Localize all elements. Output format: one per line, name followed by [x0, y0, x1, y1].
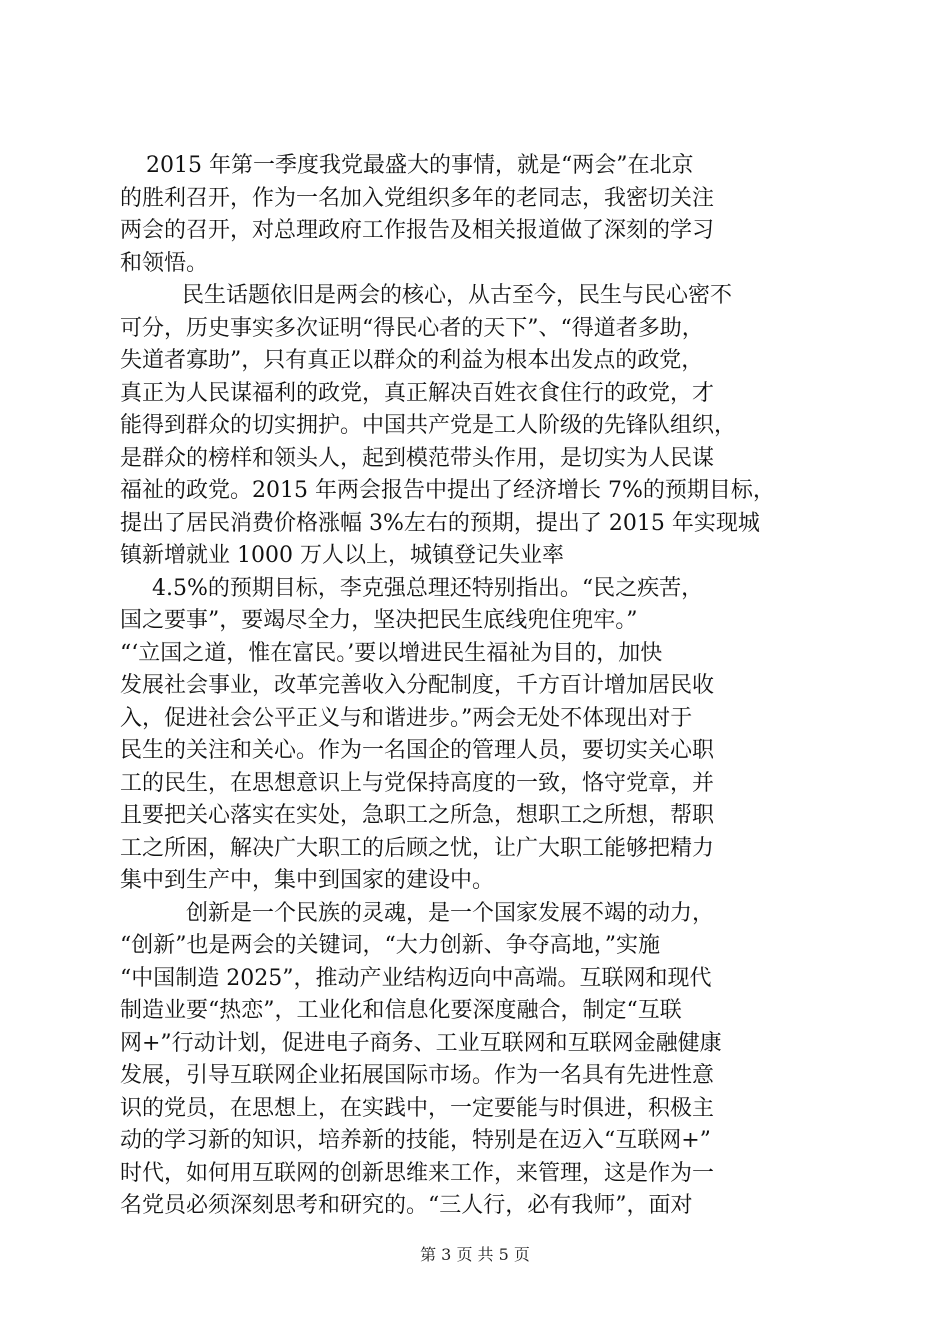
- text-line: 民生话题依旧是两会的核心，从古至今，民生与民心密不: [182, 283, 733, 308]
- document-body: [120, 150, 832, 1223]
- text-line: 可分，历史事实多次证明“得民心者的天下”、“得道者多助，: [120, 315, 704, 341]
- page-number-label: 第 3 页 共 5 页: [420, 1245, 530, 1264]
- text-line: “中国制造 2025”，推动产业结构迈向中高端。互联网和现代: [120, 965, 712, 991]
- text-line: 时代，如何用互联网的创新思维来工作，来管理，这是作为一: [120, 1160, 715, 1186]
- text-line: 镇新增就业 1000 万人以上，城镇登记失业率: [120, 543, 564, 568]
- text-line: 制造业要“热恋”，工业化和信息化要深度融合，制定“互联: [120, 998, 682, 1023]
- text-line: 福祉的政党。2015 年两会报告中提出了经济增长 7%的预期目标，: [120, 478, 775, 503]
- text-line: 2015 年第一季度我党最盛大的事情，就是“两会”在北京: [146, 153, 694, 178]
- text-line: 和领悟。: [120, 250, 209, 276]
- text-line: 集中到生产中，集中到国家的建设中。: [120, 868, 495, 893]
- text-line: 工之所困，解决广大职工的后顾之忧，让广大职工能够把精力: [120, 835, 715, 861]
- text-line: 真正为人民谋福利的政党，真正解决百姓衣食住行的政党，才: [120, 380, 715, 406]
- text-line: 名党员必须深刻思考和研究的。“三人行，必有我师”，面对: [120, 1193, 693, 1218]
- text-line: 网+”行动计划，促进电子商务、工业互联网和互联网金融健康: [120, 1030, 722, 1056]
- text-line: 发展社会事业，改革完善收入分配制度，千方百计增加居民收: [120, 673, 715, 698]
- text-line: 能得到群众的切实拥护。中国共产党是工人阶级的先锋队组织，: [120, 413, 737, 438]
- text-line: 的胜利召开，作为一名加入党组织多年的老同志，我密切关注: [120, 185, 715, 211]
- text-line: 民生的关注和关心。作为一名国企的管理人员，要切实关心职: [120, 738, 715, 763]
- text-line: 提出了居民消费价格涨幅 3%左右的预期，提出了 2015 年实现城: [120, 510, 760, 536]
- paragraph-targets-and-welfare: [120, 573, 832, 898]
- text-line: 识的党员，在思想上，在实践中，一定要能与时俱进，积极主: [120, 1095, 715, 1121]
- text-line: 4.5%的预期目标，李克强总理还特别指出。“民之疾苦，: [152, 575, 704, 601]
- paragraph-two-sessions-intro: [120, 150, 832, 280]
- text-line: 国之要事”，要竭尽全力，坚决把民生底线兜住兜牢。”: [120, 608, 638, 633]
- text-line: 是群众的榜样和领头人，起到模范带头作用，是切实为人民谋: [120, 445, 715, 471]
- text-line: 入，促进社会公平正义与和谐进步。”两会无处不体现出对于: [120, 705, 693, 731]
- text-line: “‘立国之道，惟在富民。’要以增进民生福祉为目的，加快: [120, 640, 663, 666]
- text-line: “创新”也是两会的关键词，“大力创新、争夺高地，”实施: [120, 933, 660, 958]
- text-line: 两会的召开，对总理政府工作报告及相关报道做了深刻的学习: [120, 218, 715, 243]
- paragraph-livelihood: [120, 280, 832, 573]
- text-line: 发展，引导互联网企业拓展国际市场。作为一名具有先进性意: [120, 1063, 715, 1088]
- text-line: 创新是一个民族的灵魂，是一个国家发展不竭的动力，: [186, 900, 715, 926]
- text-line: 动的学习新的知识，培养新的技能，特别是在迈入“互联网+”: [120, 1128, 711, 1153]
- text-line: 工的民生，在思想意识上与党保持高度的一致，恪守党章，并: [120, 770, 715, 796]
- page-footer: [0, 1245, 950, 1265]
- paragraph-innovation: [120, 898, 832, 1223]
- text-line: 且要把关心落实在实处，急职工之所急，想职工之所想，帮职: [120, 803, 715, 828]
- text-line: 失道者寡助”，只有真正以群众的利益为根本出发点的政党，: [120, 348, 704, 373]
